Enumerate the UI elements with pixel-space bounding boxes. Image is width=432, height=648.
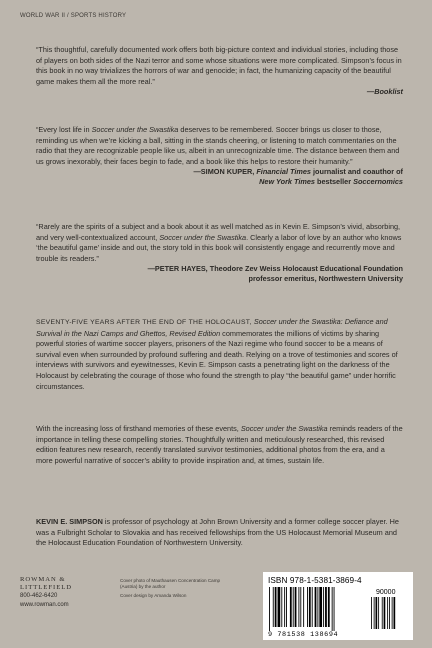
- review-source: —PETER HAYES, Theodore Zev Weiss Holocaust Educational Foundation: [147, 264, 403, 274]
- review-quote: “Rarely are the spirits of a subject and a book about it as well matched as in Kevin E. Simpson’s vivid, absorbing, and very well-contextualized account, Soccer under the Swastika. Clearly a labor of love by an author who knows ‘the beautiful game’ inside and out, the story told in this book will consistently engage and recurrently move and trouble its readers.”: [36, 222, 402, 263]
- price-code: 90000: [376, 589, 396, 596]
- review-source: —Booklist: [366, 87, 403, 97]
- book-description-2: With the increasing loss of firsthand memories of these events, Soccer under the Swastika reminds readers of the importance in telling these compelling stories. Thoughtfully written and meticulously researched, this revised edition features new research, recently translated survivor testimonies, additional photos from the era, and a more powerful narrative of soccer’s ability to provide inspiration and, at times, sustain life.: [36, 424, 403, 465]
- design-credit: Cover design by Amanda Wilson: [120, 593, 187, 599]
- publisher-website: www.rowman.com: [20, 601, 69, 608]
- review-quote: “Every lost life in Soccer under the Swastika deserves to be remembered. Soccer brings us closer to those, reminding us when we’re kicking a ball, sitting in the stands cheering, or listening to match commentaries on the radio that they are recognizable people like us, albeit in an unrecognizable time. The distance between them and us grows inexorably, their faces begin to fade, and a book like this helps to restore their humanity.”: [36, 125, 400, 166]
- review-quote: “This thoughtful, carefully documented work offers both big-picture context and individual stories, including those of players on both sides of the Nazi terror and some whose situations were more complicated. Simpson’s focus in this book in no way trivializes the horrors of war and genocide; in fact, the humanizing capacity of the beautiful game makes them all the more real.”: [36, 45, 402, 86]
- author-bio: KEVIN E. SIMPSON is professor of psychology at John Brown University and a former college soccer player. He was a Fulbright Scholar to Slovakia and has received fellowships from the US Holocaust Memorial Museum and the Holocaust Education Foundation of Northwestern University.: [36, 517, 399, 548]
- review-hayes: [36, 222, 403, 284]
- photo-credit: Cover photo of Mauthausen Concentration Camp (Austria) by the author: [120, 578, 221, 590]
- category-label: WORLD WAR II / SPORTS HISTORY: [20, 13, 127, 19]
- review-source-line2: New York Times bestseller Soccernomics: [259, 177, 403, 187]
- author-name: KEVIN E. SIMPSON: [36, 517, 103, 526]
- isbn-number: ISBN 978-1-5381-3869-4: [268, 576, 362, 585]
- review-source-line2: professor emeritus, Northwestern University: [248, 274, 403, 284]
- review-kuper: [36, 125, 403, 187]
- cover-credits: [120, 578, 230, 603]
- review-source: —SIMON KUPER, Financial Times journalist and coauthor of: [193, 167, 403, 177]
- review-booklist: [36, 45, 403, 98]
- barcode-icon: [267, 587, 407, 631]
- publisher-logo: ROWMAN & LITTLEFIELD 800-462-6420 www.rowman.com: [20, 576, 110, 609]
- book-description: SEVENTY-FIVE YEARS AFTER THE END OF THE HOLOCAUST, Soccer under the Swastika: Defiance and Survival in the Nazi Camps and Ghettos, Revised Edition commemorates the millions of victims by sharing powerful stories of wartime soccer players, prisoners of the Nazi regime who found soccer to be a means of survival even when surrounded by profound suffering and death. Relying on a trove of testimonies and scores of interviews with survivors and eyewitnesses, Kevin E. Simpson casts a penetrating light on the darkness of the Holocaust by celebrating the courage of those who found the strength to play “the beautiful game” under horrific circumstances.: [36, 317, 398, 391]
- barcode-digits: 9 781538 138694: [268, 631, 339, 639]
- publisher-phone: 800-462-6420: [20, 593, 58, 600]
